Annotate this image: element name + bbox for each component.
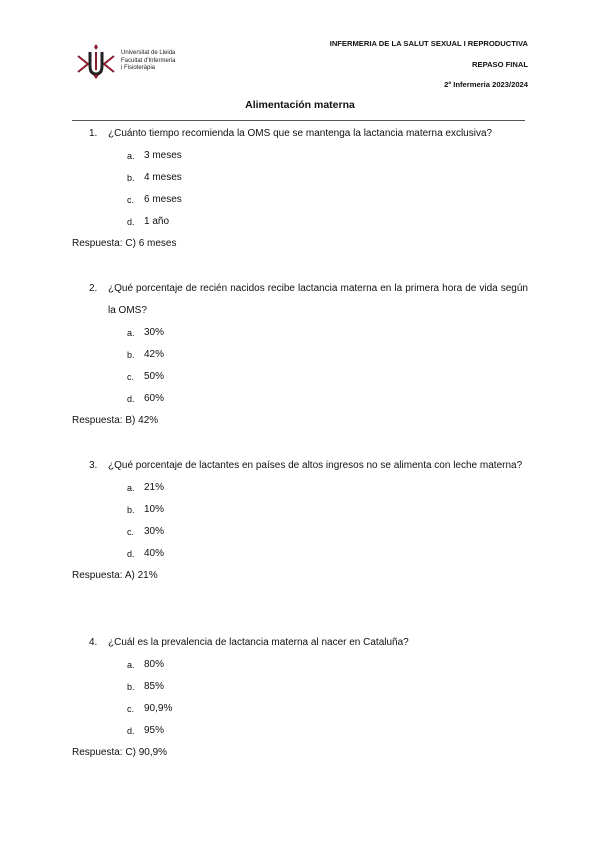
option-text: 21% (144, 482, 165, 493)
question-prompt: ¿Qué porcentaje de lactantes en países de altos ingresos no se alimenta con leche materna? (108, 460, 523, 471)
question-number: 2. (89, 283, 98, 294)
answer-text: Respuesta: A) 21% (72, 570, 158, 581)
option-text: 80% (144, 659, 165, 670)
option-letter: d. (127, 394, 135, 404)
header-course-year: 2º Infermeria 2023/2024 (444, 80, 528, 89)
option-letter: d. (127, 726, 135, 736)
question-prompt: ¿Qué porcentaje de recién nacidos recibe lactancia materna en la primera hora de vida según la OMS? (108, 283, 528, 316)
document-title: Alimentación materna (245, 99, 355, 111)
option-letter: a. (127, 151, 135, 161)
option-text: 50% (144, 371, 165, 382)
option-letter: d. (127, 217, 135, 227)
option-letter: d. (127, 549, 135, 559)
option-a (72, 322, 528, 344)
university-logo (74, 42, 184, 80)
option-list (72, 145, 528, 233)
option-c (72, 521, 528, 543)
option-a (72, 654, 528, 676)
option-c (72, 189, 528, 211)
logo-wordmark (121, 50, 176, 73)
option-text: 1 año (144, 216, 170, 227)
option-text: 85% (144, 681, 165, 692)
option-list (72, 654, 528, 742)
option-letter: b. (127, 505, 135, 515)
option-text: 10% (144, 504, 165, 515)
logo-line-2: Facultat d'Infermeria (121, 57, 176, 64)
question-4 (72, 632, 528, 764)
option-letter: c. (127, 527, 135, 537)
option-letter: b. (127, 173, 135, 183)
university-crest-icon (74, 42, 118, 80)
option-letter: a. (127, 660, 135, 670)
option-letter: c. (127, 704, 135, 714)
option-list (72, 322, 528, 410)
question-prompt: ¿Cuál es la prevalencia de lactancia materna al nacer en Cataluña? (108, 637, 409, 648)
option-letter: c. (127, 195, 135, 205)
question-number: 3. (89, 460, 98, 471)
option-c (72, 366, 528, 388)
question-text (72, 632, 528, 654)
option-letter: a. (127, 483, 135, 493)
option-d (72, 211, 528, 233)
header-subtitle: REPASO FINAL (472, 60, 528, 69)
option-text: 6 meses (144, 194, 182, 205)
option-list (72, 477, 528, 565)
option-d (72, 720, 528, 742)
option-b (72, 676, 528, 698)
answer-text: Respuesta: C) 6 meses (72, 238, 177, 249)
question-prompt: ¿Cuánto tiempo recomienda la OMS que se mantenga la lactancia materna exclusiva? (108, 128, 493, 139)
logo-line-3: i Fisioteràpia (121, 65, 156, 71)
option-text: 42% (144, 349, 165, 360)
option-text: 60% (144, 393, 165, 404)
option-text: 30% (144, 526, 165, 537)
question-text (72, 278, 528, 322)
question-text (72, 123, 528, 145)
option-letter: a. (127, 328, 135, 338)
option-text: 90,9% (144, 703, 173, 714)
option-b (72, 344, 528, 366)
option-letter: b. (127, 350, 135, 360)
header-course: INFERMERIA DE LA SALUT SEXUAL I REPRODUCTIVA (329, 39, 528, 48)
logo-line-1: Universitat de Lleida (121, 50, 176, 56)
option-d (72, 388, 528, 410)
option-a (72, 477, 528, 499)
question-1 (72, 123, 528, 255)
question-text (72, 455, 528, 477)
question-number: 4. (89, 637, 98, 648)
option-text: 95% (144, 725, 165, 736)
answer-text: Respuesta: C) 90,9% (72, 747, 168, 758)
question-3 (72, 455, 528, 587)
title-divider (72, 120, 525, 121)
answer-text: Respuesta: B) 42% (72, 415, 159, 426)
option-b (72, 499, 528, 521)
option-letter: c. (127, 372, 135, 382)
option-text: 40% (144, 548, 165, 559)
option-text: 4 meses (144, 172, 182, 183)
option-d (72, 543, 528, 565)
option-letter: b. (127, 682, 135, 692)
option-text: 30% (144, 327, 165, 338)
question-number: 1. (89, 128, 98, 139)
option-a (72, 145, 528, 167)
option-b (72, 167, 528, 189)
option-text: 3 meses (144, 150, 182, 161)
question-2 (72, 278, 528, 432)
option-c (72, 698, 528, 720)
